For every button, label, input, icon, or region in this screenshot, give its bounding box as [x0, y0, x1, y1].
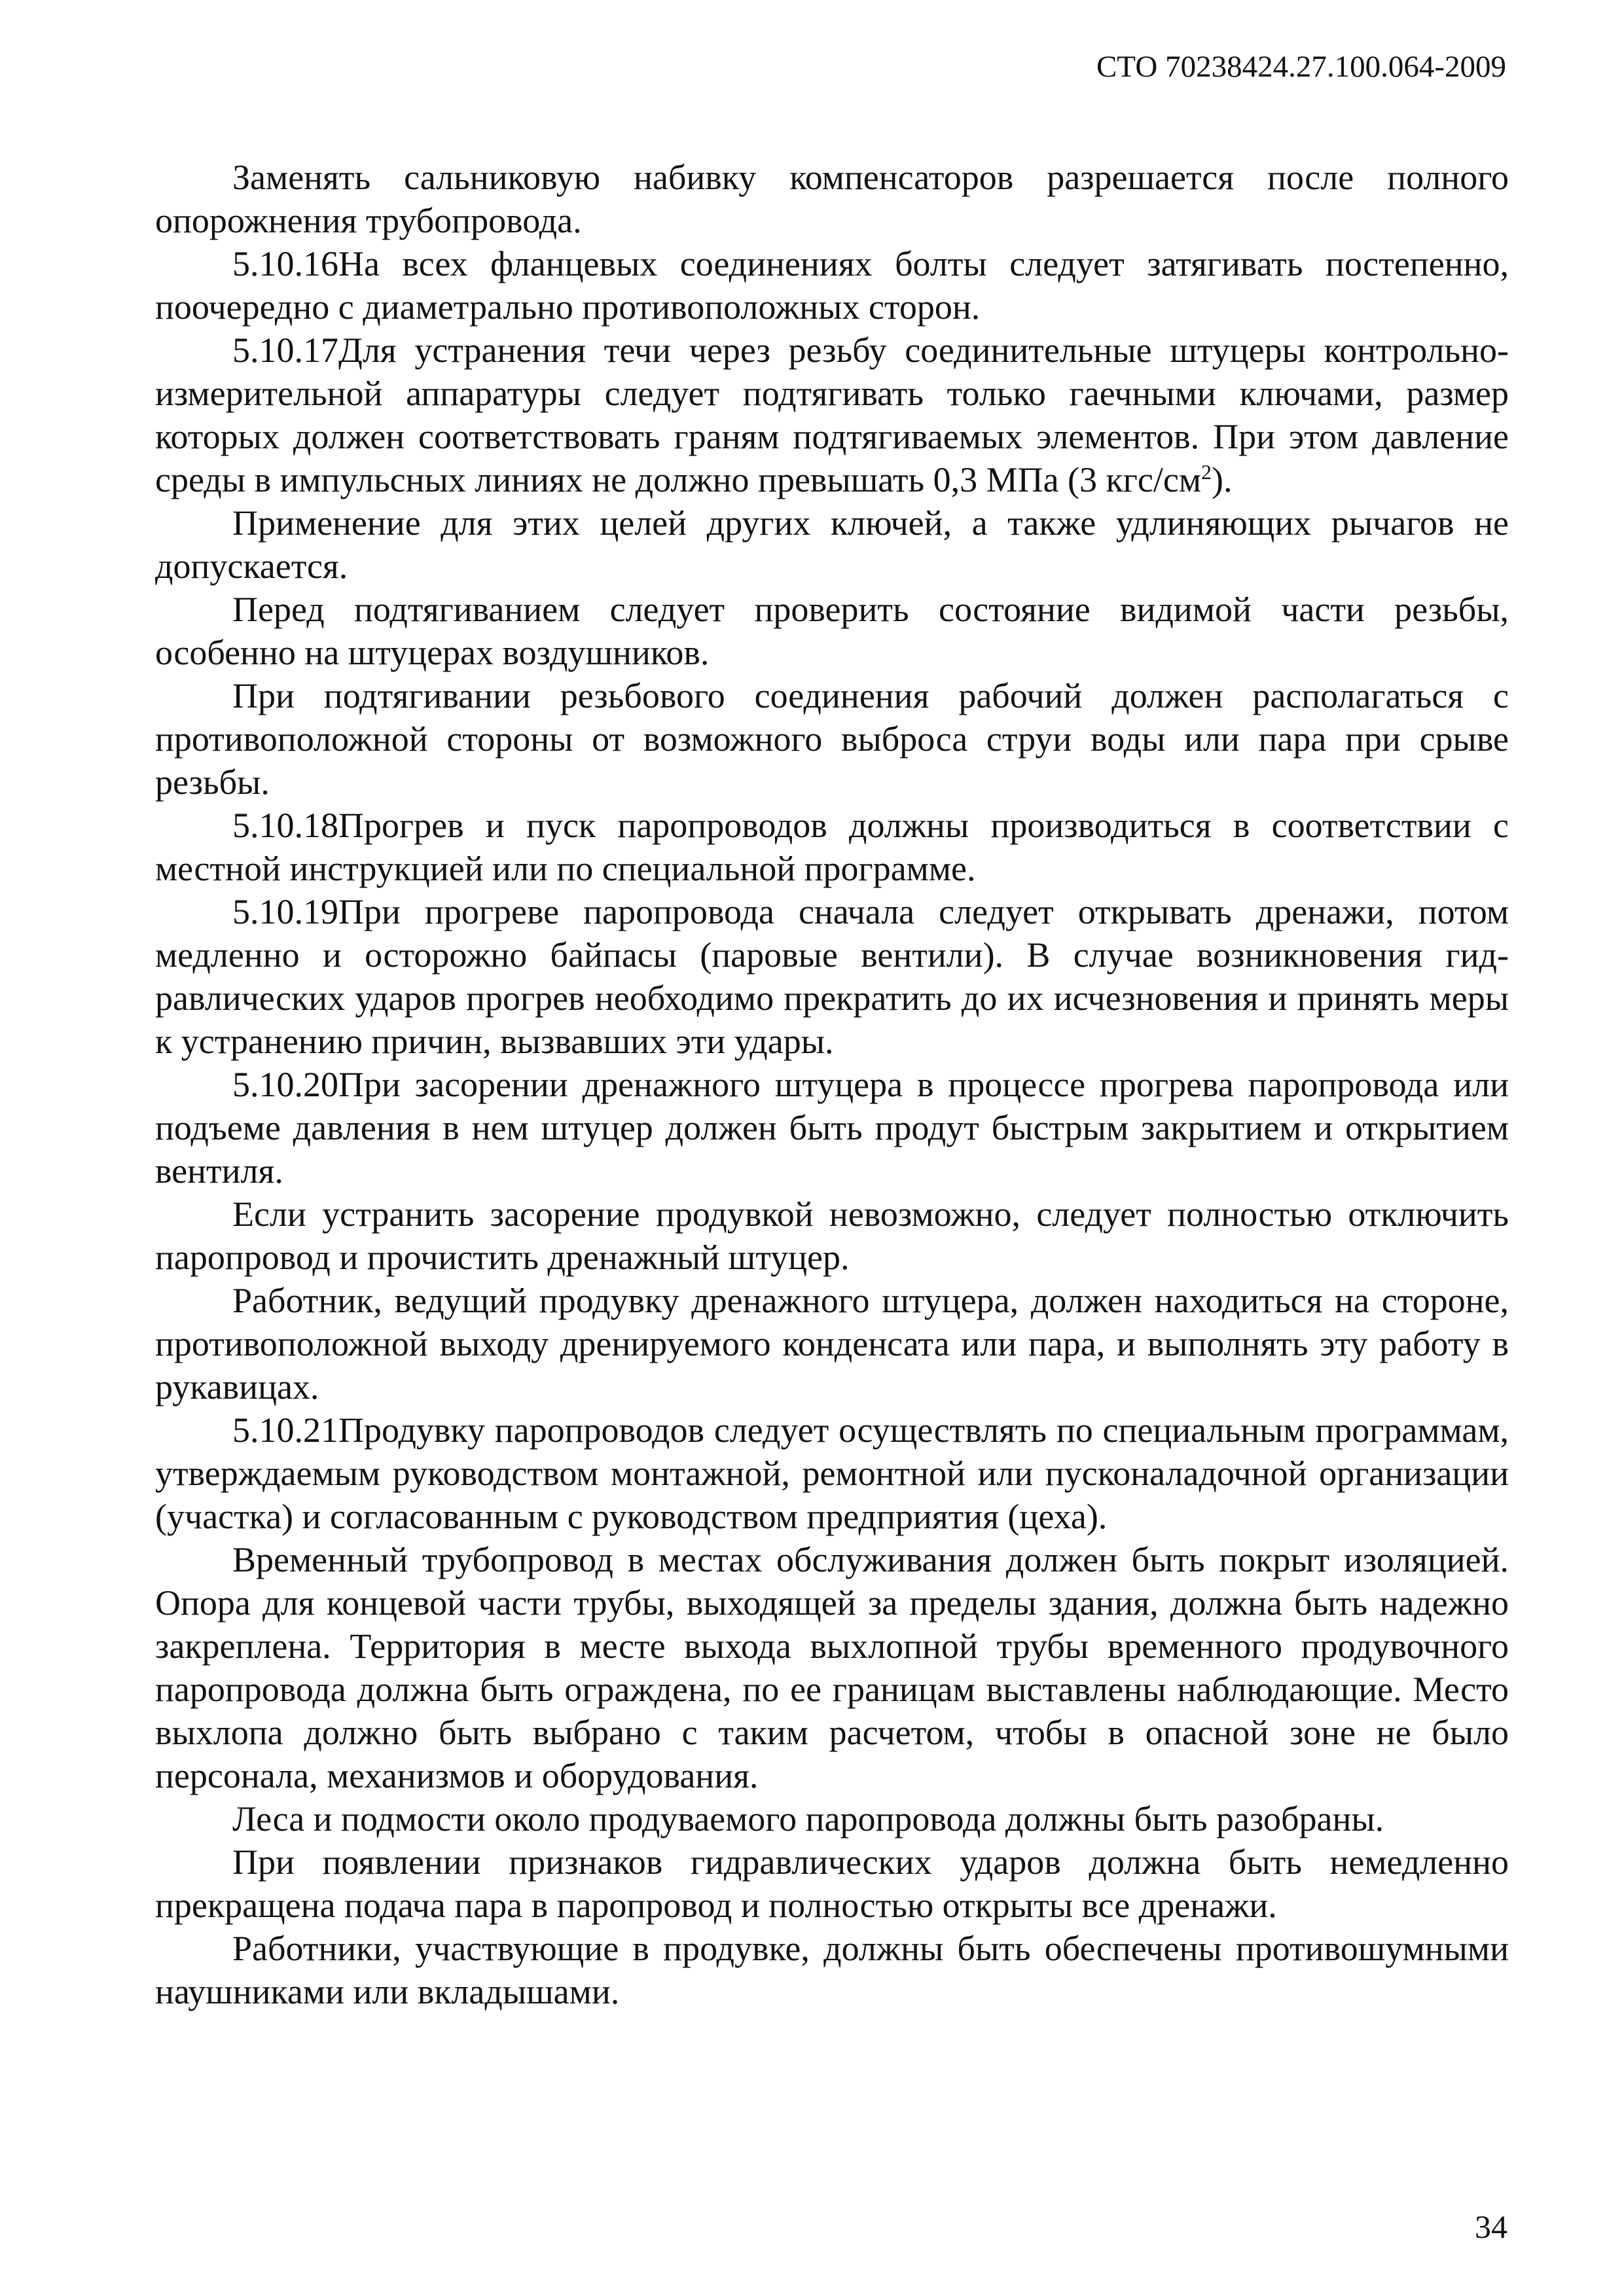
- paragraph: 5.10.16На всех фланцевых соединениях болты следует затягивать постепенно, поочередно с диаметрально противоположных сторон.: [155, 244, 1509, 327]
- document-code-header: СТО 70238424.27.100.064-2009: [1096, 50, 1506, 84]
- paragraph: Работник, ведущий продувку дренажного штуцера, должен находиться на стороне, противоположной выходу дренируемого конденсата или пара, и выполнять эту работу в рукавицах.: [155, 1281, 1509, 1407]
- paragraph: 5.10.18Прогрев и пуск паропроводов должны производиться в соответствии с местной инструкцией или по специальной программе.: [155, 806, 1509, 888]
- paragraph: Заменять сальниковую набивку компенсаторов разрешается после полного опорожнения трубопровода.: [155, 158, 1509, 240]
- paragraph-text: 5.10.17Для устранения течи через резьбу соединительные штуцеры контрольно-измерительной аппаратуры следует подтягивать только гаечными ключами, размер которых должен соответствовать граням подтягиваемых элементов. При этом давление среды в импульсных линиях не должно превышать 0,3 МПа (3 кгс/см: [155, 331, 1509, 499]
- paragraph: При появлении признаков гидравлических ударов должна быть немедленно прекращена подача пара в паропровод и полностью открыты все дренажи.: [155, 1842, 1509, 1925]
- paragraph: 5.10.21Продувку паропроводов следует осуществлять по специальным программам, утверждаемым руководством монтажной, ремонтной или пусконаладочной организации (участка) и согласованным с руководством предприятия (цеха).: [155, 1410, 1509, 1536]
- paragraph: 5.10.19При прогреве паропровода сначала следует открывать дренажи, потом медленно и осторожно байпасы (паровые вентили). В случае возникновения гидравлических ударов прогрев необходимо прекратить до их исчезновения и принять меры к устранению причин, вызвавших эти удары.: [155, 892, 1509, 1061]
- paragraph: [155, 329, 1509, 501]
- page-number: 34: [1475, 2208, 1507, 2245]
- superscript: 2: [1201, 460, 1212, 484]
- paragraph: Работники, участвующие в продувке, должны быть обеспечены противошумными наушниками или вкладышами.: [155, 1929, 1509, 2011]
- document-body: [155, 156, 1509, 2013]
- paragraph: 5.10.20При засорении дренажного штуцера в процессе прогрева паропровода или подъеме давления в нем штуцер должен быть продут быстрым закрытием и открытием вентиля.: [155, 1065, 1509, 1191]
- paragraph: Применение для этих целей других ключей, а также удлиняющих рычагов не допускается.: [155, 503, 1509, 586]
- paragraph: При подтягивании резьбового соединения рабочий должен располагаться с противоположной стороны от возможного выброса струи воды или пара при срыве резьбы.: [155, 676, 1509, 802]
- paragraph: Перед подтягиванием следует проверить состояние видимой части резьбы, особенно на штуцерах воздушников.: [155, 590, 1509, 672]
- paragraph-tail: ).: [1212, 460, 1233, 499]
- paragraph: Временный трубопровод в местах обслуживания должен быть покрыт изоляцией. Опора для концевой части трубы, выходящей за пределы здания, должна быть надежно закреплена. Территория в месте выхода выхлопной трубы временного продувочного паропровода должна быть ограждена, по ее границам выставлены наблюдающие. Место выхлопа должно быть выбрано с таким расчетом, чтобы в опасной зоне не было персонала, механизмов и оборудования.: [155, 1540, 1509, 1795]
- paragraph: Леса и подмости около продуваемого паропровода должны быть разобраны.: [232, 1799, 1384, 1839]
- paragraph: Если устранить засорение продувкой невозможно, следует полностью отключить паропровод и прочистить дренажный штуцер.: [155, 1194, 1509, 1277]
